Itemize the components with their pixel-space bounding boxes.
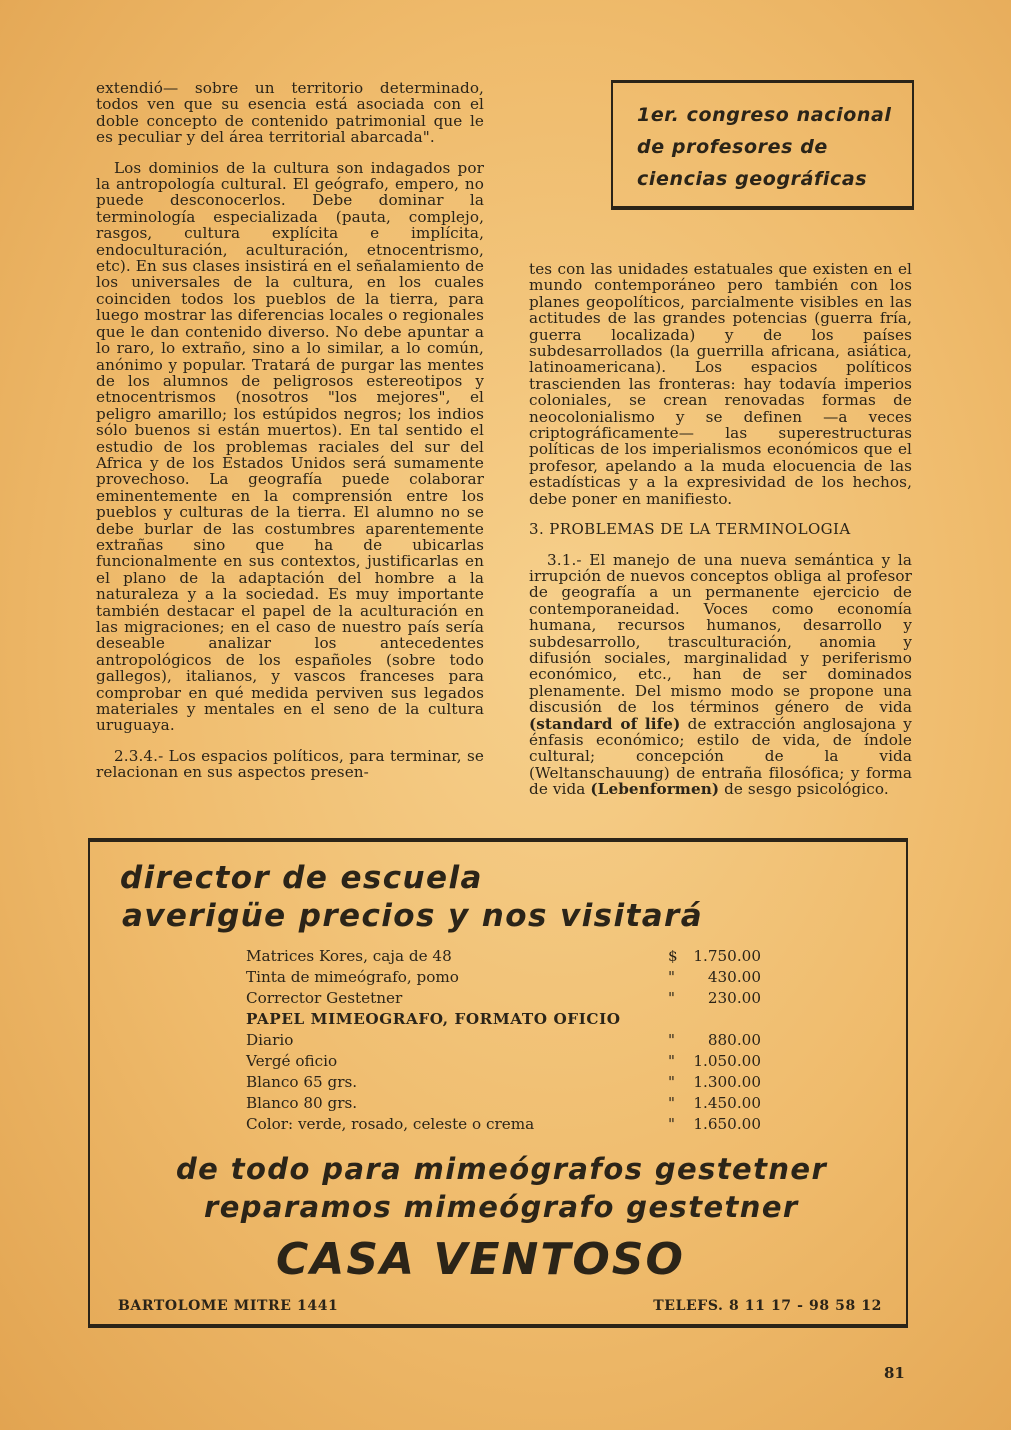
price-row: [246, 1114, 761, 1135]
price-currency: $: [668, 947, 678, 965]
right-paragraph: [529, 552, 912, 798]
price-row: [246, 946, 761, 967]
price-item: Vergé oficio: [246, 1052, 338, 1070]
left-paragraph: extendió— sobre un territorio determinado, todos ven que su esencia está asociada con el doble concepto de contenido patrimonial que le es peculiar y del área territorial abarcada".: [96, 79, 484, 147]
price-row: [246, 1030, 761, 1051]
congress-line-3: ciencias geográficas: [637, 168, 868, 190]
price-section-label: PAPEL MIMEOGRAFO, FORMATO OFICIO: [246, 1010, 621, 1028]
paragraph-text: 3.1.- El manejo de una nueva semántica y la irrupción de nuevos conceptos obliga al profesor de geografía a un permanente ejercicio de contemporaneidad. Voces como economía humana, recursos humanos, desarrollo y subdesarrollo, trasculturación, anomia y difusión sociales, marginalidad y periferismo económico, etc., han de ser dominados plenamente. Del mismo modo se propone una discusión de los términos género de vida: [529, 550, 912, 717]
price-amount: 1.300.00: [693, 1073, 761, 1091]
ad-slogan: reparamos mimeógrafo gestetner: [204, 1190, 799, 1224]
price-item: Diario: [246, 1031, 294, 1049]
right-paragraph: tes con las unidades estatuales que existen en el mundo contemporáneo pero también con los planes geopolíticos, parcialmente visibles en las actitudes de las grandes potencias (guerra fría, guerra localizada) y de los países subdesarrollados (la guerrilla africana, asiática, latinoamericana). Los espacios políticos trascienden las fronteras: hay todavía imperios coloniales, se crean renovadas formas de neocolonialismo y se definen —a veces criptográficamente— las superestructuras políticas de los imperialismos económicos que el profesor, apelando a la muda elocuencia de las estadísticas y a la expresividad de los hechos, debe poner en manifiesto.: [529, 260, 912, 508]
term-standard-of-life: (standard of life): [529, 714, 681, 733]
price-currency: ": [668, 1094, 675, 1112]
price-item: Blanco 65 grs.: [246, 1073, 358, 1091]
price-row: [246, 1051, 761, 1072]
price-item: Matrices Kores, caja de 48: [246, 947, 452, 965]
price-currency: ": [668, 1052, 675, 1070]
price-currency: ": [668, 1115, 675, 1133]
price-row: [246, 1093, 761, 1114]
price-item: Color: verde, rosado, celeste o crema: [246, 1115, 535, 1133]
ad-slogan: de todo para mimeógrafos gestetner: [176, 1152, 828, 1186]
price-item: Blanco 80 grs.: [246, 1094, 358, 1112]
shop-address: BARTOLOME MITRE 1441: [118, 1298, 339, 1314]
congress-line-1: 1er. congreso nacional: [637, 104, 892, 126]
page-number: 81: [884, 1364, 905, 1382]
price-item: Tinta de mimeógrafo, pomo: [246, 968, 459, 986]
price-currency: ": [668, 1073, 675, 1091]
paragraph-text: de sesgo psicológico.: [719, 780, 889, 799]
left-paragraph: Los dominios de la cultura son indagados por la antropología cultural. El geógrafo, empero, no puede desconocerlos. Debe dominar la terminología especializada (pauta, complejo, rasgos, cultura explícita e implícita, endoculturación, aculturación, etnocentrismo, etc). En sus clases insistirá en el señalamiento de los universales de la cultura, en los cuales coinciden todos los pueblos de la tierra, para luego mostrar las diferencias locales o regionales que le dan contenido diverso. No debe apuntar a lo raro, lo extraño, sino a lo similar, a lo común, anónimo y popular. Tratará de purgar las mentes de los alumnos de peligrosos estereotipos y etnocentrismos (nosotros "los mejores", el peligro amarillo; los estúpidos negros; los indios sólo buenos si están muertos). En tal sentido el estudio de los problemas raciales del sur del Africa y de los Estados Unidos será sumamente provechoso. La geografía puede colaborar eminentemente en la comprensión entre los pueblos y culturas de la tierra. El alumno no se debe burlar de las costumbres aparentemente extrañas sino que ha de ubicarlas funcionalmente en sus contextos, justificarlas en el plano de la adaptación del hombre a la naturaleza y a la sociedad. Es muy importante también destacar el papel de la aculturación en las migraciones; en el caso de nuestro país sería deseable analizar los antecedentes antropológicos de los españoles (sobre todo gallegos), italianos, y vascos franceses para comprobar en qué medida perviven sus legados materiales y mentales en el seno de la cultura uruguaya.: [96, 158, 484, 735]
ad-headline: director de escuela: [120, 860, 483, 896]
shop-name: CASA VENTOSO: [276, 1234, 685, 1285]
price-amount: 1.450.00: [693, 1094, 761, 1112]
price-amount: 1.650.00: [693, 1115, 761, 1133]
price-item: Corrector Gestetner: [246, 989, 403, 1007]
price-amount: 880.00: [707, 1031, 761, 1049]
price-currency: ": [668, 1031, 675, 1049]
price-amount: 430.00: [707, 968, 761, 986]
price-row: [246, 988, 761, 1009]
price-list: [246, 946, 761, 1135]
price-row: [246, 967, 761, 988]
ad-headline: averigüe precios y nos visitará: [122, 898, 704, 934]
price-currency: ": [668, 968, 675, 986]
congress-announcement-box: [611, 80, 914, 210]
left-paragraph: 2.3.4.- Los espacios políticos, para terminar, se relacionan en sus aspectos presen-: [96, 746, 484, 782]
left-text-column: [96, 80, 484, 795]
advertisement-box: [88, 838, 908, 1328]
price-section-heading: [246, 1009, 761, 1030]
price-row: [246, 1072, 761, 1093]
paragraph-text: de extracción anglosajona y énfasis económico; estilo de vida, de índole cultural; concepción de la vida (Weltanschauung) de entraña filosófica; y forma de vida: [529, 714, 912, 799]
section-heading: 3. PROBLEMAS DE LA TERMINOLOGIA: [529, 520, 851, 539]
congress-line-2: de profesores de: [637, 136, 828, 158]
shop-phones: TELEFS. 8 11 17 - 98 58 12: [653, 1298, 882, 1314]
right-text-column: [529, 261, 912, 812]
term-lebenformen: (Lebenformen): [590, 780, 720, 799]
price-amount: 1.750.00: [693, 947, 761, 965]
price-amount: 230.00: [707, 989, 761, 1007]
price-amount: 1.050.00: [693, 1052, 761, 1070]
price-currency: ": [668, 989, 675, 1007]
